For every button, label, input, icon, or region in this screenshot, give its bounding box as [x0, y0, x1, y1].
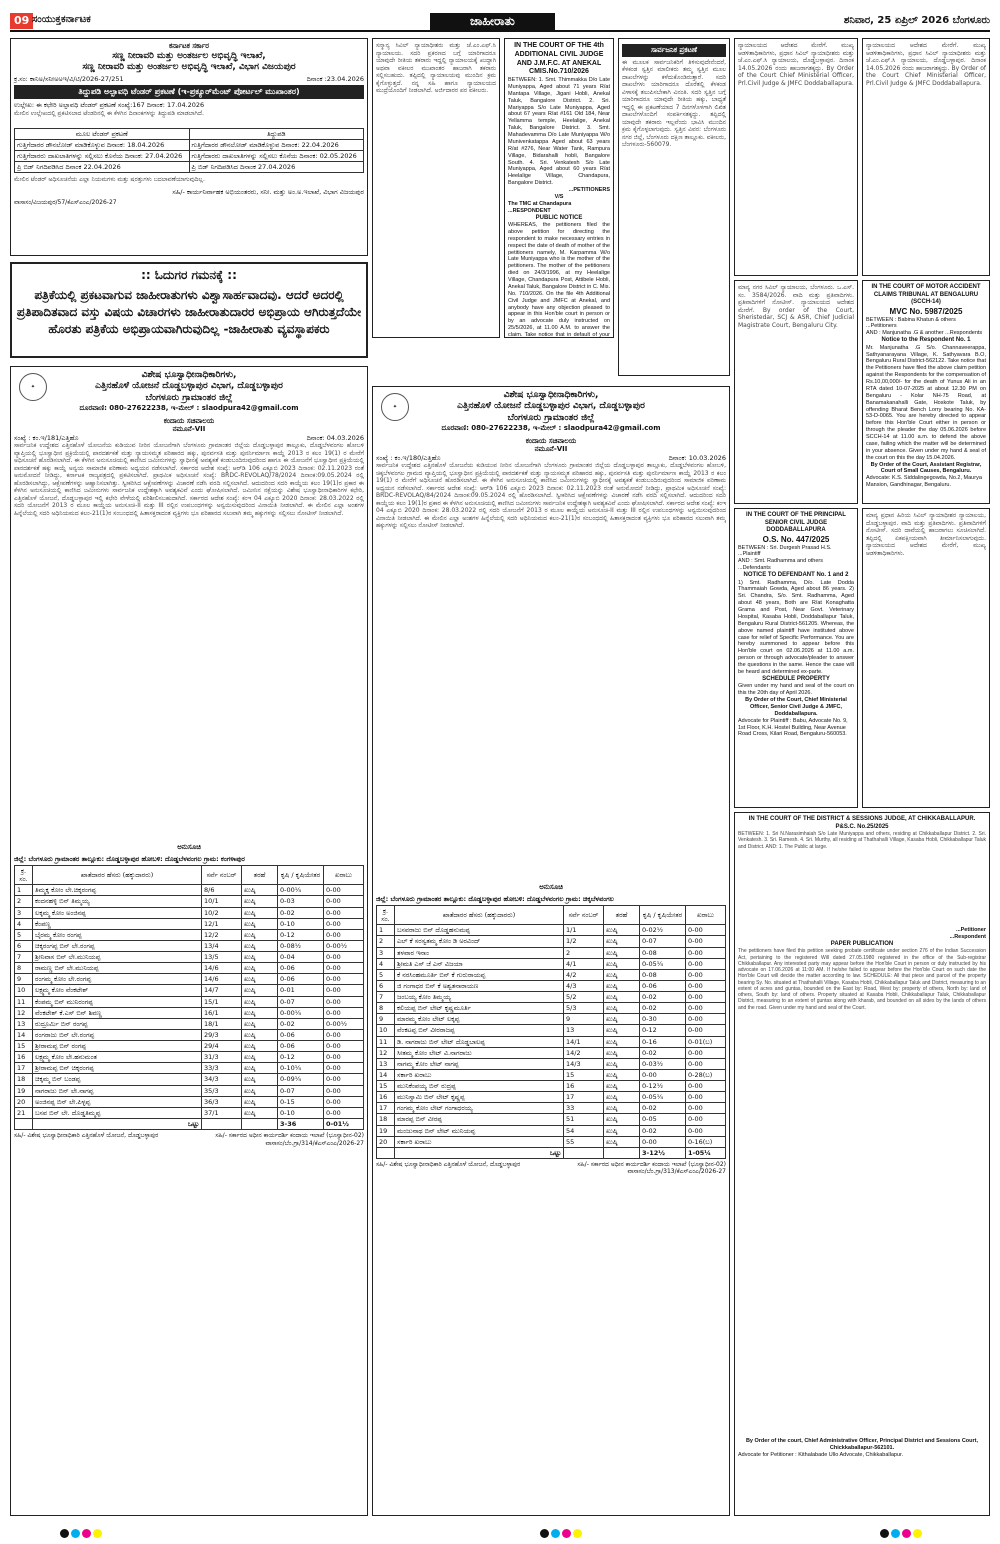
tender-col-original: ಮೂಲ ಟೆಂಡರ್ ಪ್ರಕಟಣೆ [15, 128, 190, 139]
anekal-case: CMIS.No.710/2026 [529, 68, 589, 76]
registration-marks-right [880, 1529, 922, 1538]
table-row: 8 ರಾಮಣ್ಣ ಬಿನ್ ಲೇ.ಮುನಿಯಪ್ಪ 14/6 ಖುಷ್ಕಿ 0-06 0-00 [15, 963, 364, 974]
table-row: 19 ಮಂಜುನಾಥ ಬಿನ್ ಲೇಟ್ ಮುನಿಯಪ್ಪ 54 ಖುಷ್ಕಿ 0-02 0-00 [377, 1125, 726, 1136]
land2-office: ಕಂದಾಯ ಸಚಿವಾಲಯ [525, 436, 577, 445]
registration-marks-left [60, 1529, 102, 1538]
table-row: 21 ಬಸವ ಬಿನ್ ಲೇ. ದೊಡ್ಡತಿಮ್ಮಪ್ಪ 37/1 ಖುಷ್ಕಿ 0-10 0-00 [15, 1107, 364, 1118]
land1-title1: ವಿಶೇಷ ಭೂಸ್ವಾಧೀನಾಧಿಕಾರಿಗಳು, [141, 370, 237, 380]
table-row: 1 ತಿಮ್ಮಕ್ಕ ಕೋಂ ಲೇ.ಚಿಕ್ಕರಂಗಪ್ಪ 8/6 ಖುಷ್ಕಿ 0-00¼ 0-00 [15, 885, 364, 896]
land2-sig-left: ಸಹಿ/- ವಿಶೇಷ ಭೂಸ್ವಾಧೀನಾಧಿಕಾರಿ ಎತ್ತಿನಹೊಳೆ ಯೋಜನೆ, ದೊಡ್ಡಬಳ್ಳಾಪುರ [376, 1160, 521, 1168]
land1-num: ಸಂಖ್ಯೆ : ಕಂ.ಇ/181/ಎತ್ತಿಹೊ [14, 434, 79, 442]
land2-sig-right: ಸಹಿ/- ಸರ್ಕಾರದ ಅಧೀನ ಕಾರ್ಯದರ್ಶಿ ಕಂದಾಯ ಇಲಾಖೆ (ಭೂಸ್ವಾಧೀನ-02) [577, 1160, 726, 1168]
mact-court-notice: IN THE COURT OF MOTOR ACCIDENT CLAIMS TRIBUNAL AT BENGALURU (SCCH-14) MVC No. 5987/2025 BETWEEN : Babina Khatun & others ...Petitioners AND : Manjunatha .G & another ...Respondents Notice to the Respondent No. 1 Mr. Manjunatha .G S/o. Channaveerappa, Sathyanarayana Village, K. Sathyavara B.O, Bengaluru Rural District-562122. Take notice that the Petitioners have filed the above claim petition against the Respondents for the compensation of Rs.10,00,000/- for the death of Yunus Ali in an RTA dated 10-07-2025 at about 12.30 PM on Bengaluru - Kolar NH-75 Road, at Banamakanahalli Gate, Hoskote Taluk, by offending Bharat Bench Lorry bearing No. KA-53-D-0065. You are hereby directed to appear before this Hon'ble Court either in person or through the pleader the day 05.06.2026 before SCCH-14 at 11.00 a.m. to defend the above case, failing which the matter will be determined in your absence. Given under my hand & seal of the court on this the day 15.04.2026. By Order of the Court, Assistant Registrar, Court of Small Causes, Bengaluru. Advocate: K.S. Siddalingegowda, No.2, Maurya Mansion, Gandhinagar, Bengaluru. [862, 280, 990, 504]
table-row: 14 ರಂಗರಾಜು ಬಿನ್ ಲೇ.ರಂಗಪ್ಪ 29/3 ಖುಷ್ಕಿ 0-06 0-00 [15, 1029, 364, 1040]
land1-num-date: ದಿನಾಂಕ: 04.03.2026 [306, 434, 364, 442]
table-row: 8 ಕಲಿಯಪ್ಪ ಬಿನ್ ಲೇಟ್ ಕೃಷ್ಣಮೂರ್ತಿ 5/3 ಖುಷ್ಕಿ 0-02 0-00 [377, 1003, 726, 1014]
land2-title3: ಬೆಂಗಳೂರು ಗ್ರಾಮಾಂತರ ಜಿಲ್ಲೆ [507, 412, 595, 423]
table-row: 13 ರುದ್ರೂರ್ಮಿ ಬಿನ್ ರಂಗಪ್ಪ 18/1 ಖುಷ್ಕಿ 0-02 0-00½ [15, 1018, 364, 1029]
tender-bar: ತಿದ್ದುಪಡಿ ಅಲ್ಪಾವಧಿ ಟೆಂಡರ್ ಪ್ರಕಟಣೆ (ಇ-ಪ್ರಕ್ಯೂರ್‌ಮೆಂಟ್ ಪೋರ್ಟಲ್ ಮುಖಾಂತರ) [14, 85, 364, 99]
table-row: 14 ಸರ್ಕಾರಿ ಖರಾಬು 15 ಖುಷ್ಕಿ 0-00 0-28(ಬ) [377, 1069, 726, 1080]
page-header [10, 10, 990, 32]
table-row: 4 ಕೆಂಪಣ್ಣ 12/1 ಖುಷ್ಕಿ 0-10 0-00 [15, 918, 364, 929]
tender-gov: ಕರ್ನಾಟಕ ಸರ್ಕಾರ [169, 42, 209, 50]
table-row: 6 ಜಿ ಗಂಗಾಧರ ಬಿನ್ ಕೆ ಅಶ್ವತನಾರಾಯಣ 4/3 ಖುಷ್ಕಿ 0-06 0-00 [377, 980, 726, 991]
land1-address: ದೂರವಾಣಿ: 080-27622238, ಇ-ಮೇಲ್ : slaodpura42@gmail.com [79, 403, 299, 412]
table-row: 3 ಲಕ್ಕಮ್ಮ ಕೋಂ ಅಂಜಿನಪ್ಪ 10/2 ಖುಷ್ಕಿ 0-02 0-00 [15, 907, 364, 918]
table-row: 10 ವೆಂಕಟಪ್ಪ ಬಿನ್ ವೀರರಾಜಪ್ಪ 13 ಖುಷ್ಕಿ 0-12 0-00 [377, 1025, 726, 1036]
land2-num-date: ದಿನಾಂಕ: 10.03.2026 [668, 454, 726, 462]
doddaballapura-court-notice: IN THE COURT OF THE PRINCIPAL SENIOR CIVIL JUDGE DODDABALLAPURA O.S. No. 447/2025 BETWEEN : Sri. Durgesh Prasad H.S. ...Plaintiff AND : Smt. Radhamma and others ...Defendants NOTICE TO DEFENDANT No. 1 and 2 1) Smt. Radhamma, D/o. Late Dodda Thammaiah Gowda, Aged about 86 years. 2) Sri. Chandra, S/o. Smt. Radhamma, Aged about 48 years, Both are R/at Konaghatta Grama and Post, Near Govt. Veterinary Hospital, Kasaba Hobli, Doddaballapur Taluk, Bengaluru Rural District-561205. Whereas, the above named plaintiff have instituted above case for relief of Specific Performance. You are hereby summoned to appear before this Hon'ble court on 02.06.2026 at 11.00 a.m. person or through advocate/pleader to answer the questions in the same. Hence the case will be heard and determined ex-parte. SCHEDULE PROPERTY Given under my hand and seal of the court on this the 20th day of April 2026. By Order of the Court, Chief Ministerial Officer, Senior Civil Judge & JMFC, Doddaballapura. Advocate for Plaintiff : Babu, Advocate No. 9, 1st Floor, K.H. Hostel Building, Near Avenue Road Cross, Kilari Road, Bengaluru-560053. [734, 508, 858, 808]
page-number: 09 [10, 13, 33, 29]
table-row: 13 ನಾಗಮ್ಮ ಕೋಂ ಲೇಟ್ ನಾಗಪ್ಪ 14/3 ಖುಷ್ಕಿ 0-03½ 0-00 [377, 1058, 726, 1069]
issue-date: ಶನಿವಾರ, 25 ಏಪ್ರಿಲ್ 2026 ಬೆಂಗಳೂರು [843, 15, 990, 26]
anekal-title: IN THE COURT OF THE 4th ADDITIONAL CIVIL JUDGE AND J.M.F.C. AT ANEKAL [514, 42, 604, 67]
table-row: 17 ಶ್ರೀರಾಮಪ್ಪ ಬಿನ್ ಚಿಕ್ಕರಂಗಪ್ಪ 33/3 ಖುಷ್ಕಿ 0-10¼ 0-00 [15, 1063, 364, 1074]
table-row: 3 ತಳವಾರ ಇನಾಂ 2 ಖುಷ್ಕಿ 0-08 0-00 [377, 947, 726, 958]
land2-address: ದೂರವಾಣಿ: 080-27622238, ಇ-ಮೇಲ್ : slaodpura42@gmail.com [441, 423, 661, 432]
table-row: 16 ಲಕ್ಷ್ಮಮ್ಮ ಕೋಂ ಲೇ.ಹನುಮಂತ 31/3 ಖುಷ್ಕಿ 0-12 0-00 [15, 1052, 364, 1063]
land1-code: ವಾಸಾಸಂ/ಬೆಂ.ಗ್ರಾ/314/ಕೆಎಸ್‌ಎಂಎ/2026-27 [265, 1139, 364, 1147]
tender-ref: ಕ್ರ.ಸಂ: ಕಾನಿಅ/ಸನೀಅಅಇ/ವಿ/ಟಿ/2026-27/251 [14, 75, 124, 84]
table-row: 6 ಚಿಕ್ಕರಂಗಪ್ಪ ಬಿನ್ ಲೇ.ರಂಗಪ್ಪ 13/4 ಖುಷ್ಕಿ 0-08½ 0-00½ [15, 940, 364, 951]
table-row: 5 ಕೆ ನರಸಿಂಹಮೂರ್ತಿ ಬಿನ್ ಕೆ ಗುರುರಾಯಪ್ಪ 4/2 ಖುಷ್ಕಿ 0-08 0-00 [377, 969, 726, 980]
land1-sig-right: ಸಹಿ/- ಸರ್ಕಾರದ ಅಧೀನ ಕಾರ್ಯದರ್ಶಿ ಕಂದಾಯ ಇಲಾಖೆ (ಭೂಸ್ವಾಧೀನ-02) [215, 1132, 364, 1139]
registration-marks-center [540, 1529, 582, 1538]
table-row: 18 ಚಿಕ್ಕಮ್ಮ ಬಿನ್ ಬಂಡಪ್ಪ 34/3 ಖುಷ್ಕಿ 0-09¼ 0-00 [15, 1074, 364, 1085]
table-row: 7 ಶ್ರೀನಿವಾಸ ಬಿನ್ ಲೇ.ಮುನಿಯಪ್ಪ 13/5 ಖುಷ್ಕಿ 0-04 0-00 [15, 952, 364, 963]
reader-notice-title: :: ಓದುಗರ ಗಮನಕ್ಕೆ :: [141, 268, 237, 282]
paper-name: ಸಂಯುಕ್ತಕರ್ನಾಟಕ [32, 14, 91, 25]
table-row: 7 ಜಂಬಯ್ಯ ಕೋಂ ತಿಮ್ಮಯ್ಯ 5/2 ಖುಷ್ಕಿ 0-02 0-00 [377, 992, 726, 1003]
table-row: ಪ್ರಿ ಬಿಡ್ ನಿಗದಿಪಡಿಸಿದ ದಿನಾಂಕ 22.04.2026 ಪ್ರಿ ಬಿಡ್ ನಿಗದಿಪಡಿಸಿದ ದಿನಾಂಕ 27.04.2026 [15, 161, 364, 172]
court-notice-kannada-1: ನ್ಯಾಯಾಲಯದ ಆದೇಶದ ಮೇರೆಗೆ. ಮುಖ್ಯ ಆಡಳಿತಾಧಿಕಾರಿಗಳು, ಪ್ರಧಾನ ಸಿವಿಲ್ ನ್ಯಾಯಾಧೀಶರು ಮತ್ತು ಜೆ.ಎಂ.ಎಫ್.ಸಿ ನ್ಯಾಯಾಲಯ, ದೊಡ್ಡಬಳ್ಳಾಪುರ. ದಿನಾಂಕ 14.05.2026 ರಂದು ಹಾಜರಾಗತಕ್ಕದ್ದು. By Order of the Court Chief Ministerial Officer, Prl.Civil Judge & JMFC Doddaballapura. [734, 38, 858, 276]
table-row: 20 ಸರ್ಕಾರಿ ಖರಾಬು 55 ಖುಷ್ಕಿ 0-00 0-16(ಬ) [377, 1136, 726, 1147]
tender-dept1: ಸಣ್ಣ ನೀರಾವರಿ ಮತ್ತು ಅಂತರ್ಜಲ ಅಭಿವೃದ್ಧಿ ಇಲಾಖೆ, [112, 50, 266, 61]
land1-form: ನಮೂನೆ-VII [172, 425, 206, 434]
land2-table-title: ಜಿಲ್ಲೆ: ಬೆಂಗಳೂರು ಗ್ರಾಮಾಂತರ ತಾಲ್ಲೂಕು: ದೊಡ್ಡಬಳ್ಳಾಪುರ ಹೋಬಳಿ: ದೊಡ್ಡಬೆಳವಂಗಲ ಗ್ರಾಮ: ಚಿಕ್ಕಬೆಳವಂಗಲ [376, 894, 614, 903]
table-row: 2 ಕಂದನಹಳ್ಳಿ ಬಿನ್ ತಿಮ್ಮಯ್ಯ 10/1 ಖುಷ್ಕಿ 0-03 0-00 [15, 896, 364, 907]
anekal-court-notice: IN THE COURT OF THE 4th ADDITIONAL CIVIL JUDGE AND J.M.F.C. AT ANEKAL CMIS.No.710/2026 BETWEEN: 1. Smt. Thimmakka D/o Late Muniyappa, Aged about 71 years R/at Mantapa Village, Jigani Hobli, Anekal Taluk, Bangalore District. 2. Sri. Mariyappa S/o Late Muniyappa, Aged about 67 years R/at #161 Old 184, Near Yellamma temple, Heelalige, Anekal Taluk, Bangalore District. 3. Smt. Mahadevamma D/o Late Muniyappa W/o Munivenkatappa Aged about 63 years R/at #276, Near Water Tank, Rampura Village, Bidarahalli hobli, Bangalore South. 4. Sri. Venkatesh S/o Late Muniyappa, Aged about 60 years R/at Heelalige Village, Chandapura, Bangalore District. ...PETITIONERS V/S The TMC at Chandapura ...RESPONDENT PUBLIC NOTICE WHEREAS, the petitioners filed the above petition for directing the respondent to make necessary entries in respect the date of death of mother of the petitioners namely, M. Karpamma W/o Late Muniyappa who is the mother of the petitioners. The mother of the petitioners died on 24/3/1996, at my Heelalige Village, Chandapura Post, Attibele Hobli, Anekal Taluk, Bangalore District in C. Mis. No. 710/2026. On the file 4th Additional Civil Judge and JMFC at Anekal, and anybody have any objection pleased to appear in this Hon'ble court in person or by an advocate duly instructed on 25/5/2026, at 11.00 A.M. to answer the claim. Take notice that in default of your [504, 38, 614, 338]
table-row: 20 ಅಂಜಿನಪ್ಪ ಬಿನ್ ಲೇ.ಪಿಳ್ಳಪ್ಪ 36/3 ಖುಷ್ಕಿ 0-15 0-00 [15, 1096, 364, 1107]
court-notice-kannada-4: ಮಾನ್ಯ ಪ್ರಧಾನ ಹಿರಿಯ ಸಿವಿಲ್ ನ್ಯಾಯಾಧೀಶರ ನ್ಯಾಯಾಲಯ, ದೊಡ್ಡಬಳ್ಳಾಪುರ. ವಾದಿ ಮತ್ತು ಪ್ರತಿವಾದಿಗಳು. ಪ್ರತಿವಾದಿಗಳಿಗೆ ನೋಟೀಸ್. ಸದರಿ ದಾವೆಯಲ್ಲಿ ಹಾಜರಾಗಲು ಸೂಚಿಸಲಾಗಿದೆ. ತಪ್ಪಿದಲ್ಲಿ ಏಕಪಕ್ಷೀಯವಾಗಿ ತೀರ್ಮಾನಿಸಲಾಗುವುದು. ನ್ಯಾಯಾಲಯದ ಆದೇಶದ ಮೇರೆಗೆ, ಮುಖ್ಯ ಆಡಳಿತಾಧಿಕಾರಿಗಳು. [862, 508, 990, 808]
land2-num: ಸಂಖ್ಯೆ : ಕಂ.ಇ/180/ಎತ್ತಿಹೊ [376, 454, 441, 462]
kannada-court-notice: ಸನ್ಮಾನ್ಯ ಸಿವಿಲ್ ನ್ಯಾಯಾಧೀಶರು ಮತ್ತು ಜೆ.ಎಂ.ಎಫ್.ಸಿ ನ್ಯಾಯಾಲಯ. ಸದರಿ ಪ್ರಕರಣದ ಬಗ್ಗೆ ಯಾರಿಗಾದರೂ ಯಾವುದೇ ರೀತಿಯ ತಕರಾರು ಇದ್ದಲ್ಲಿ ನ್ಯಾಯಾಲಯಕ್ಕೆ ಖುದ್ದಾಗಿ ಅಥವಾ ವಕೀಲರ ಮುಖಾಂತರ ಹಾಜರಾಗಿ ತಕರಾರು ಸಲ್ಲಿಸಬಹುದು. ತಪ್ಪಿದಲ್ಲಿ ನ್ಯಾಯಾಲಯವು ಮುಂದಿನ ಕ್ರಮ ಕೈಗೊಳ್ಳುತ್ತದೆ. ನನ್ನ ಸಹಿ ಹಾಗೂ ನ್ಯಾಯಾಲಯದ ಮುದ್ರೆಯೊಂದಿಗೆ ನೀಡಲಾಗಿದೆ. ಅರ್ಜಿದಾರರ ಪರ ವಕೀಲರು. [372, 38, 500, 338]
land2-title1: ವಿಶೇಷ ಭೂಸ್ವಾಧೀನಾಧಿಕಾರಿಗಳು, [503, 390, 599, 400]
tender-notice: ಕರ್ನಾಟಕ ಸರ್ಕಾರ ಸಣ್ಣ ನೀರಾವರಿ ಮತ್ತು ಅಂತರ್ಜಲ ಅಭಿವೃದ್ಧಿ ಇಲಾಖೆ, ಸಣ್ಣ ನೀರಾವರಿ ಮತ್ತು ಅಂತರ್ಜಲ ಅಭಿವೃದ್ಧಿ ಇಲಾಖೆ, ವಿಭಾಗ ವಿಜಯಪುರ ಕ್ರ.ಸಂ: ಕಾನಿಅ/ಸನೀಅಅಇ/ವಿ/ಟಿ/2026-27/251 ದಿನಾಂಕ :23.04.2026 ತಿದ್ದುಪಡಿ ಅಲ್ಪಾವಧಿ ಟೆಂಡರ್ ಪ್ರಕಟಣೆ (ಇ-ಪ್ರಕ್ಯೂರ್‌ಮೆಂಟ್ ಪೋರ್ಟಲ್ ಮುಖಾಂತರ) ಉಲ್ಲೇಖ: ಈ ಕಛೇರಿ ಅಲ್ಪಾವಧಿ ಟೆಂಡರ್ ಪ್ರಕಟಣೆ ಸಂಖ್ಯೆ:167 ದಿನಾಂಕ: 17.04.2026 ಮೇಲಿನ ಉಲ್ಲೇಖದಲ್ಲಿ ಪ್ರಕಟಿಸಲಾದ ಟೆಂಡರಿನಲ್ಲಿ ಈ ಕೆಳಗಿನ ದಿನಾಂಕಗಳನ್ನು ತಿದ್ದುಪಡಿ ಮಾಡಲಾಗಿದೆ. ಮೂಲ ಟೆಂಡರ್ ಪ್ರಕಟಣೆ ತಿದ್ದುಪಡಿ ಗುತ್ತಿಗೆದಾರರ ಡೌನಲೋಡ್ ಮಾಡಿಕೊಳ್ಳುವ ದಿನಾಂಕ: 18.04.2026 ಗುತ್ತಿಗೆದಾರರ ಡೌನಲೋಡ್ ಮಾಡಿಕೊಳ್ಳುವ ದಿನಾಂಕ: 22.04.2026 ಗುತ್ತಿಗೆದಾರರು ದಾಖಲಾತಿಗಳನ್ನು ಸಲ್ಲಿಸಲು ಕೊನೆಯ ದಿನಾಂಕ: 27.04.2026 ಗುತ್ತಿಗೆದಾರರು ದಾಖಲಾತಿಗಳನ್ನು ಸಲ್ಲಿಸಲು ಕೊನೆಯ ದಿನಾಂಕ: 02.05.2026 ಪ್ರಿ ಬಿಡ್ ನಿಗದಿಪಡಿಸಿದ ದಿನಾಂಕ 22.04.2026 ಪ್ರಿ ಬಿಡ್ ನಿಗದಿಪಡಿಸಿದ ದಿನಾಂಕ 27.04.2026 ಮೇಲಿನ ಟೆಂಡರ್ ಅಧಿಸೂಚನೆಯ ಎಲ್ಲಾ ನಿಯಮಗಳು ಮತ್ತು ಷರತ್ತುಗಳು ಬದಲಾವಣೆಯಾಗುವುದಿಲ್ಲ. ಸಹಿ/- ಕಾರ್ಯನಿರ್ವಾಹಕ ಅಭಿಯಂತರರು, ಸನೀ. ಮತ್ತು ಅಂ.ಅ.ಇಲಾಖೆ, ವಿಭಾಗ ವಿಜಯಪುರ ವಾಸಾಸಂ/ವಿಜಯಪುರ/57/ಕೆಎಸ್‌ಎಂಎ/2026-27 [10, 38, 368, 256]
section-title: ಜಾಹೀರಾತು [430, 13, 555, 30]
land2-table: ಕ್ರ. ಸಂ. ಖಾತೆದಾರರ ಹೆಸರು (ಹಕ್ಕುದಾರರು) ಸರ್ವೆ ನಂಬರ್ ತರಹೆ ಕೃಷಿ / ಕೃಷಿಯೇತರ ಖರಾಬು 1 ಬಸವರಾಜು ಬಿನ್ ದೊಡ್ಡಹನುಮಪ್ಪ 1/1 ಖುಷ್ಕಿ 0-02½ 0-00 2 ಎಲ್ ಕೆ ಸರಸ್ವತಮ್ಮ ಕೋಂ ಡಿ ಅರವಿಂದ್ 1/2 ಖುಷ್ಕಿ 0-07 0-00 3 ತಳವಾರ ಇನಾಂ 2 ಖುಷ್ಕಿ 0-08 0-00 4 ಶ್ರೀಮತಿ ಎಸ್ ಜೆ ಎನ್ ವಿಜಯಾ 4/1 ಖುಷ್ಕಿ 0-05¼ 0-00 5 ಕೆ ನರಸಿಂಹಮೂರ್ತಿ ಬಿನ್ ಕೆ ಗುರುರಾಯಪ್ಪ 4/2 ಖುಷ್ಕಿ 0-08 0-00 6 ಜಿ ಗಂಗಾಧರ ಬಿನ್ ಕೆ ಅಶ್ವತನಾರಾಯಣ 4/3 ಖುಷ್ಕಿ 0-06 0-00 7 ಜಂಬಯ್ಯ ಕೋಂ ತಿಮ್ಮಯ್ಯ 5/2 ಖುಷ್ಕಿ 0-02 0-00 8 ಕಲಿಯಪ್ಪ ಬಿನ್ ಲೇಟ್ ಕೃಷ್ಣಮೂರ್ತಿ 5/3 ಖುಷ್ಕಿ 0-02 0-00 9 ಮಾರಮ್ಮ ಕೋಂ ಲೇಟ್ ಲಕ್ಕಪ್ಪ 9 ಖುಷ್ಕಿ 0-30 0-00 10 ವೆಂಕಟಪ್ಪ ಬಿನ್ ವೀರರಾಜಪ್ಪ 13 ಖುಷ್ಕಿ 0-12 0-00 11 ಡಿ. ನಾಗರಾಜು ಬಿನ್ ಲೇಟ್ ದೊಡ್ಡಬಾಲಪ್ಪ 14/1 ಖುಷ್ಕಿ 0-16 0-01(ಬ) 12 ಸೀತಮ್ಮ ಕೋಂ ಲೇಟ್ ವಿ.ನಾಗರಾಜು 14/2 ಖುಷ್ಕಿ 0-02 0-00 13 ನಾಗಮ್ಮ ಕೋಂ ಲೇಟ್ ನಾಗಪ್ಪ 14/3 ಖುಷ್ಕಿ 0-03½ 0-00 14 ಸರ್ಕಾರಿ ಖರಾಬು 15 ಖುಷ್ಕಿ 0-00 0-28(ಬ) 15 ಮುನಿಕೆಂಪಯ್ಯ ಬಿನ್ ರುದ್ರಪ್ಪ 16 ಖುಷ್ಕಿ 0-12½ 0-00 16 ಮುನಿಸ್ವಾಮಿ ಬಿನ್ ಲೇಟ್ ಕೃಷ್ಣಪ್ಪ 17 ಖುಷ್ಕಿ 0-05¼ 0-00 17 ಗಂಗಮ್ಮ ಕೋಂ ಲೇಟ್ ಗಂಗಾಧರಯ್ಯ 33 ಖುಷ್ಕಿ 0-02 0-00 18 ಮಾರಪ್ಪ ಬಿನ್ ವೀರಪ್ಪ 51 ಖುಷ್ಕಿ 0-05 0-00 19 ಮಂಜುನಾಥ ಬಿನ್ ಲೇಟ್ ಮುನಿಯಪ್ಪ 54 ಖುಷ್ಕಿ 0-02 0-00 20 ಸರ್ಕಾರಿ ಖರಾಬು 55 ಖುಷ್ಕಿ 0-00 0-16(ಬ) ಒಟ್ಟು 3-12½ 1-05¼ [376, 905, 726, 1159]
tender-intro: ಉಲ್ಲೇಖ: ಈ ಕಛೇರಿ ಅಲ್ಪಾವಧಿ ಟೆಂಡರ್ ಪ್ರಕಟಣೆ ಸಂಖ್ಯೆ:167 ದಿನಾಂಕ: 17.04.2026 [14, 101, 205, 110]
table-row: 9 ಮಾರಮ್ಮ ಕೋಂ ಲೇಟ್ ಲಕ್ಕಪ್ಪ 9 ಖುಷ್ಕಿ 0-30 0-00 [377, 1014, 726, 1025]
table-row: 16 ಮುನಿಸ್ವಾಮಿ ಬಿನ್ ಲೇಟ್ ಕೃಷ್ಣಪ್ಪ 17 ಖುಷ್ಕಿ 0-05¼ 0-00 [377, 1092, 726, 1103]
table-row: 19 ನಾಗರಾಜು ಬಿನ್ ಲೇ.ನಾಗಪ್ಪ 35/3 ಖುಷ್ಕಿ 0-07 0-00 [15, 1085, 364, 1096]
tender-dept2: ಸಣ್ಣ ನೀರಾವರಿ ಮತ್ತು ಅಂತರ್ಜಲ ಅಭಿವೃದ್ಧಿ ಇಲಾಖೆ, ವಿಭಾಗ ವಿಜಯಪುರ [82, 62, 296, 72]
table-row: 15 ಶ್ರೀರಾಮಪ್ಪ ಬಿನ್ ರಂಗಪ್ಪ 29/4 ಖುಷ್ಕಿ 0-06 0-00 [15, 1041, 364, 1052]
public-notice: ಸಾರ್ವಜನಿಕ ಪ್ರಕಟಣೆ ಈ ಮೂಲಕ ಸಾರ್ವಜನಿಕರಿಗೆ ತಿಳಿಸುವುದೇನೆಂದರೆ, ಕೆಳಕಂಡ ಸ್ವತ್ತಿನ ಮಾಲೀಕರು ತಮ್ಮ ಸ್ವತ್ತಿನ ಮೂಲ ದಾಖಲೆಗಳನ್ನು ಕಳೆದುಕೊಂಡಿರುತ್ತಾರೆ. ಸದರಿ ದಾಖಲೆಗಳು ಯಾರಿಗಾದರೂ ದೊರೆತಲ್ಲಿ ಕೆಳಕಂಡ ವಿಳಾಸಕ್ಕೆ ತಲುಪಿಸಬೇಕಾಗಿ ವಿನಂತಿ. ಸದರಿ ಸ್ವತ್ತಿನ ಬಗ್ಗೆ ಯಾರಿಗಾದರೂ ಯಾವುದೇ ರೀತಿಯ ಹಕ್ಕು, ಬಾಧ್ಯತೆ ಇದ್ದಲ್ಲಿ ಈ ಪ್ರಕಟಣೆಯಾದ 7 ದಿನಗಳೊಳಗಾಗಿ ಲಿಖಿತ ದಾಖಲೆಗಳೊಂದಿಗೆ ಸಂಪರ್ಕಿಸತಕ್ಕದ್ದು. ತಪ್ಪಿದಲ್ಲಿ ಯಾವುದೇ ತಕರಾರು ಇಲ್ಲವೆಂದು ಭಾವಿಸಿ ಮುಂದಿನ ಕ್ರಮ ಕೈಗೊಳ್ಳಲಾಗುವುದು. ಸ್ವತ್ತಿನ ವಿವರ: ಬೆಂಗಳೂರು ನಗರ ಜಿಲ್ಲೆ, ಬೆಂಗಳೂರು ದಕ್ಷಿಣ ತಾಲ್ಲೂಕು. ವಕೀಲರು, ಬೆಂಗಳೂರು-560079. [618, 38, 730, 376]
table-row: 17 ಗಂಗಮ್ಮ ಕೋಂ ಲೇಟ್ ಗಂಗಾಧರಯ್ಯ 33 ಖುಷ್ಕಿ 0-02 0-00 [377, 1103, 726, 1114]
court-notice-kannada-2: ನ್ಯಾಯಾಲಯದ ಆದೇಶದ ಮೇರೆಗೆ. ಮುಖ್ಯ ಆಡಳಿತಾಧಿಕಾರಿಗಳು, ಪ್ರಧಾನ ಸಿವಿಲ್ ನ್ಯಾಯಾಧೀಶರು ಮತ್ತು ಜೆ.ಎಂ.ಎಫ್.ಸಿ ನ್ಯಾಯಾಲಯ, ದೊಡ್ಡಬಳ್ಳಾಪುರ. ದಿನಾಂಕ 14.05.2026 ರಂದು ಹಾಜರಾಗತಕ್ಕದ್ದು. By Order of the Court Chief Ministerial Officer, Prl.Civil Judge & JMFC Doddaballapura. [862, 38, 990, 276]
table-row: 10 ಲಕ್ಷ್ಮಮ್ಮ ಕೋಂ ವೆಂಕಟೇಶ್ 14/7 ಖುಷ್ಕಿ 0-01 0-00 [15, 985, 364, 996]
table-row: 1 ಬಸವರಾಜು ಬಿನ್ ದೊಡ್ಡಹನುಮಪ್ಪ 1/1 ಖುಷ್ಕಿ 0-02½ 0-00 [377, 925, 726, 936]
table-row: 12 ಸೀತಮ್ಮ ಕೋಂ ಲೇಟ್ ವಿ.ನಾಗರಾಜು 14/2 ಖುಷ್ಕಿ 0-02 0-00 [377, 1047, 726, 1058]
govt-emblem-icon: ✦ [381, 393, 409, 421]
table-row: 2 ಎಲ್ ಕೆ ಸರಸ್ವತಮ್ಮ ಕೋಂ ಡಿ ಅರವಿಂದ್ 1/2 ಖುಷ್ಕಿ 0-07 0-00 [377, 936, 726, 947]
land1-table: ಕ್ರ. ಸಂ. ಖಾತೆದಾರರ ಹೆಸರು (ಹಕ್ಕುದಾರರು) ಸರ್ವೆ ನಂಬರ್ ತರಹೆ ಕೃಷಿ / ಕೃಷಿಯೇತರ ಖರಾಬು 1 ತಿಮ್ಮಕ್ಕ ಕೋಂ ಲೇ.ಚಿಕ್ಕರಂಗಪ್ಪ 8/6 ಖುಷ್ಕಿ 0-00¼ 0-00 2 ಕಂದನಹಳ್ಳಿ ಬಿನ್ ತಿಮ್ಮಯ್ಯ 10/1 ಖುಷ್ಕಿ 0-03 0-00 3 ಲಕ್ಕಮ್ಮ ಕೋಂ ಅಂಜಿನಪ್ಪ 10/2 ಖುಷ್ಕಿ 0-02 0-00 4 ಕೆಂಪಣ್ಣ 12/1 ಖುಷ್ಕಿ 0-10 0-00 5 ಬೈರಮ್ಮ ಕೋಂ ರಂಗಪ್ಪ 12/2 ಖುಷ್ಕಿ 0-12 0-00 6 ಚಿಕ್ಕರಂಗಪ್ಪ ಬಿನ್ ಲೇ.ರಂಗಪ್ಪ 13/4 ಖುಷ್ಕಿ 0-08½ 0-00½ 7 ಶ್ರೀನಿವಾಸ ಬಿನ್ ಲೇ.ಮುನಿಯಪ್ಪ 13/5 ಖುಷ್ಕಿ 0-04 0-00 8 ರಾಮಣ್ಣ ಬಿನ್ ಲೇ.ಮುನಿಯಪ್ಪ 14/6 ಖುಷ್ಕಿ 0-06 0-00 9 ರಂಗಮ್ಮ ಕೋಂ ಲೇ.ರಂಗಪ್ಪ 14/6 ಖುಷ್ಕಿ 0-06 0-00 10 ಲಕ್ಷ್ಮಮ್ಮ ಕೋಂ ವೆಂಕಟೇಶ್ 14/7 ಖುಷ್ಕಿ 0-01 0-00 11 ಕೆಂಪಮ್ಮ ಬಿನ್ ಮುನಿರಂಗಪ್ಪ 15/1 ಖುಷ್ಕಿ 0-07 0-00 12 ವೆಂಕಟೇಶ್ ಕೆ.ಎಸ್ ಬಿನ್ ಶಿವಣ್ಣ 16/1 ಖುಷ್ಕಿ 0-00¼ 0-00 13 ರುದ್ರೂರ್ಮಿ ಬಿನ್ ರಂಗಪ್ಪ 18/1 ಖುಷ್ಕಿ 0-02 0-00½ 14 ರಂಗರಾಜು ಬಿನ್ ಲೇ.ರಂಗಪ್ಪ 29/3 ಖುಷ್ಕಿ 0-06 0-00 15 ಶ್ರೀರಾಮಪ್ಪ ಬಿನ್ ರಂಗಪ್ಪ 29/4 ಖುಷ್ಕಿ 0-06 0-00 16 ಲಕ್ಷ್ಮಮ್ಮ ಕೋಂ ಲೇ.ಹನುಮಂತ 31/3 ಖುಷ್ಕಿ 0-12 0-00 17 ಶ್ರೀರಾಮಪ್ಪ ಬಿನ್ ಚಿಕ್ಕರಂಗಪ್ಪ 33/3 ಖುಷ್ಕಿ 0-10¼ 0-00 18 ಚಿಕ್ಕಮ್ಮ ಬಿನ್ ಬಂಡಪ್ಪ 34/3 ಖುಷ್ಕಿ 0-09¼ 0-00 19 ನಾಗರಾಜು ಬಿನ್ ಲೇ.ನಾಗಪ್ಪ 35/3 ಖುಷ್ಕಿ 0-07 0-00 20 ಅಂಜಿನಪ್ಪ ಬಿನ್ ಲೇ.ಪಿಳ್ಳಪ್ಪ 36/3 ಖುಷ್ಕಿ 0-15 0-00 21 ಬಸವ ಬಿನ್ ಲೇ. ದೊಡ್ಡತಿಮ್ಮಪ್ಪ 37/1 ಖುಷ್ಕಿ 0-10 0-00 ಒಟ್ಟು 3-36 0-01½ [14, 865, 364, 1130]
land1-table-title: ಜಿಲ್ಲೆ: ಬೆಂಗಳೂರು ಗ್ರಾಮಾಂತರ ತಾಲ್ಲೂಕು: ದೊಡ್ಡಬಳ್ಳಾಪುರ ಹೋಬಳಿ: ದೊಡ್ಡಬೆಳವಂಗಲ ಗ್ರಾಮ: ಕಂಗಳಾಪುರ [14, 854, 245, 863]
table-row: 11 ಡಿ. ನಾಗರಾಜು ಬಿನ್ ಲೇಟ್ ದೊಡ್ಡಬಾಲಪ್ಪ 14/1 ಖುಷ್ಕಿ 0-16 0-01(ಬ) [377, 1036, 726, 1047]
land-notice-1: ✦ ವಿಶೇಷ ಭೂಸ್ವಾಧೀನಾಧಿಕಾರಿಗಳು, ಎತ್ತಿನಹೊಳೆ ಯೋಜನೆ ದೊಡ್ಡಬಳ್ಳಾಪುರ ವಿಭಾಗ, ದೊಡ್ಡಬಳ್ಳಾಪುರ ಬೆಂಗಳೂರು ಗ್ರಾಮಾಂತರ ಜಿಲ್ಲೆ ದೂರವಾಣಿ: 080-27622238, ಇ-ಮೇಲ್ : slaodpura42@gmail.com ಕಂದಾಯ ಸಚಿವಾಲಯ ನಮೂನೆ-VII ಸಂಖ್ಯೆ : ಕಂ.ಇ/181/ಎತ್ತಿಹೊ ದಿನಾಂಕ: 04.03.2026 ಸಾರ್ವಜನಿಕ ಉದ್ದೇಶದ ಎತ್ತಿನಹೊಳೆ ಯೋಜನೆಯ ಕುಡಿಯುವ ನೀರಿನ ಯೋಜನೆಗಾಗಿ ಬೆಂಗಳೂರು ಗ್ರಾಮಾಂತರ ಜಿಲ್ಲೆಯ ದೊಡ್ಡಬಳ್ಳಾಪುರ ತಾಲ್ಲೂಕು, ದೊಡ್ಡಬೆಳವಂಗಲ ಹೋಬಳಿ ವ್ಯಾಪ್ತಿಯಲ್ಲಿ ಭೂಸ್ವಾಧೀನ ಪ್ರಕ್ರಿಯೆಯಲ್ಲಿ ಪಾರದರ್ಶಕತೆ ಮತ್ತು ನ್ಯಾಯಸಮ್ಮತ ಪರಿಹಾರದ ಹಕ್ಕು, ಪುನರ್ವಸತಿ ಮತ್ತು ಪುನರ್ನಿರ್ಮಾಣ ಕಾಯ್ದೆ 2013 ರ ಕಲಂ 19(1) ರ ಮೇರೆಗೆ ಅಧಿಸೂಚನೆ ಹೊರಡಿಸಲಾಗಿದೆ. ಈ ಕೆಳಗಿನ ಅನುಸೂಚಿಯಲ್ಲಿ ಕಾಣಿಸಿದ ಜಮೀನುಗಳನ್ನು ಸ್ವಾಧೀನಕ್ಕೆ ಅವಶ್ಯಕತೆ ಕಂಡುಬಂದಿರುವುದರಿಂದ ಹಾಗೂ ಈ ಯೋಜನೆಗೆ ಭೂಸ್ವಾಧೀನ ಪ್ರಕ್ರಿಯೆಯಲ್ಲಿ ಪಾರದರ್ಶಕತೆ ಹಕ್ಕು ಕಾಯ್ದೆ ಅನ್ವಯ ಸಾಮಾಜಿಕ ಪರಿಣಾಮ ಅಧ್ಯಯನ ನಡೆಸಲಾಗಿದೆ. ಸರ್ಕಾರದ ಆದೇಶ ಸಂಖ್ಯೆ: ಆರ್‌ಡಿ 106 ಎಕ್ಯೂಬಿ 2023 ದಿನಾಂಕ: 02.11.2023 ರಂತೆ ಅನುಮೋದನೆ ನೀಡಿದ್ದು, ಕರ್ನಾಟಕ ರಾಜ್ಯಪತ್ರದಲ್ಲಿ ಪ್ರಕಟಿಸಲಾಗಿದೆ. ಪ್ರಾಥಮಿಕ ಅಧಿಸೂಚನೆ ಸಂಖ್ಯೆ: BRDC-REVOLAQ/78/2024 ದಿನಾಂಕ:09.05.2024 ರಲ್ಲಿ ಹೊರಡಿಸಲಾಗಿದ್ದು, ಆಕ್ಷೇಪಣೆಗಳನ್ನು ಆಹ್ವಾನಿಸಲಾಗಿತ್ತು. ಸ್ವೀಕರಿಸಿದ ಆಕ್ಷೇಪಣೆಗಳನ್ನು ವಿಚಾರಣೆ ನಡೆಸಿ ವರದಿ ಸಲ್ಲಿಸಲಾಗಿದೆ. ಆದುದರಿಂದ ಸದರಿ ಕಾಯ್ದೆಯ ಕಲಂ 19(1)ರ ಪ್ರಕಾರ ಈ ಕೆಳಗಿನ ಅನುಸೂಚಿಯಲ್ಲಿ ಕಾಣಿಸಿದ ಜಮೀನುಗಳು ಸಾರ್ವಜನಿಕ ಉದ್ದೇಶಕ್ಕಾಗಿ ಅವಶ್ಯಕವಿವೆ ಎಂದು ಘೋಷಿಸಲಾಗಿದೆ. ಜಮೀನಿನ ನಕ್ಷೆಯನ್ನು ವಿಶೇಷ ಭೂಸ್ವಾಧೀನಾಧಿಕಾರಿಗಳ ಕಛೇರಿ, ಎತ್ತಿನಹೊಳೆ ಯೋಜನೆ, ದೊಡ್ಡಬಳ್ಳಾಪುರ ಇಲ್ಲಿ ಕಛೇರಿ ವೇಳೆಯಲ್ಲಿ ಪರಿಶೀಲಿಸಬಹುದಾಗಿದೆ. ಸರ್ಕಾರದ ಆದೇಶ ಸಂಖ್ಯೆ: ಕಂಇ 04 ಎಕ್ಯೂಬಿ 2020 ದಿನಾಂಕ: 28.03.2022 ರಲ್ಲಿ ಸದರಿ ಯೋಜನೆಗೆ 2013 ರ ಮೂಲ ಕಾಯ್ದೆಯ ಅನುಸೂಚಿ-II ಮತ್ತು III ರಲ್ಲಿನ ಉಪಬಂಧಗಳನ್ನು ಅನ್ವಯಿಸುವುದರಿಂದ ವಿನಾಯಿತಿ ನೀಡಲಾಗಿದೆ. ಈ ಮೇಲಿನ ಎಲ್ಲಾ ಅಂಶಗಳ ಹಿನ್ನೆಲೆಯಲ್ಲಿ ಸದರಿ ಅಧಿನಿಯಮದ ಕಲಂ-21(1)ರ ಸಂಬಂಧದಲ್ಲಿ ಹಿತಾಸಕ್ತರಾದಂತ ವ್ಯಕ್ತಿಗಳು ಭೂ ಪರಿಹಾರದ ಸಲುವಾಗಿ ತಮ್ಮ ಹಕ್ಕುಗಳನ್ನು ಸಲ್ಲಿಸಲು ನೋಟೀಸ್ ನೀಡಲಾಗಿದೆ. ಅನುಸೂಚಿ ಜಿಲ್ಲೆ: ಬೆಂಗಳೂರು ಗ್ರಾಮಾಂತರ ತಾಲ್ಲೂಕು: ದೊಡ್ಡಬಳ್ಳಾಪುರ ಹೋಬಳಿ: ದೊಡ್ಡಬೆಳವಂಗಲ ಗ್ರಾಮ: ಕಂಗಳಾಪುರ ಕ್ರ. ಸಂ. ಖಾತೆದಾರರ ಹೆಸರು (ಹಕ್ಕುದಾರರು) ಸರ್ವೆ ನಂಬರ್ ತರಹೆ ಕೃಷಿ / ಕೃಷಿಯೇತರ ಖರಾಬು 1 ತಿಮ್ಮಕ್ಕ ಕೋಂ ಲೇ.ಚಿಕ್ಕರಂಗಪ್ಪ 8/6 ಖುಷ್ಕಿ 0-00¼ 0-00 2 ಕಂದನಹಳ್ಳಿ ಬಿನ್ ತಿಮ್ಮಯ್ಯ 10/1 ಖುಷ್ಕಿ 0-03 0-00 3 ಲಕ್ಕಮ್ಮ ಕೋಂ ಅಂಜಿನಪ್ಪ 10/2 ಖುಷ್ಕಿ 0-02 0-00 4 ಕೆಂಪಣ್ಣ 12/1 ಖುಷ್ಕಿ 0-10 0-00 5 ಬೈರಮ್ಮ ಕೋಂ ರಂಗಪ್ಪ 12/2 ಖುಷ್ಕಿ 0-12 0-00 6 ಚಿಕ್ಕರಂಗಪ್ಪ ಬಿನ್ ಲೇ.ರಂಗಪ್ಪ 13/4 ಖುಷ್ಕಿ 0-08½ 0-00½ 7 ಶ್ರೀನಿವಾಸ ಬಿನ್ ಲೇ.ಮುನಿಯಪ್ಪ 13/5 ಖುಷ್ಕಿ 0-04 0-00 8 ರಾಮಣ್ಣ ಬಿನ್ ಲೇ.ಮುನಿಯಪ್ಪ 14/6 ಖುಷ್ಕಿ 0-06 0-00 9 ರಂಗಮ್ಮ ಕೋಂ ಲೇ.ರಂಗಪ್ಪ 14/6 ಖುಷ್ಕಿ 0-06 0-00 10 ಲಕ್ಷ್ಮಮ್ಮ ಕೋಂ ವೆಂಕಟೇಶ್ 14/7 ಖುಷ್ಕಿ 0-01 0-00 11 ಕೆಂಪಮ್ಮ ಬಿನ್ ಮುನಿರಂಗಪ್ಪ 15/1 ಖುಷ್ಕಿ 0-07 0-00 12 ವೆಂಕಟೇಶ್ ಕೆ.ಎಸ್ ಬಿನ್ ಶಿವಣ್ಣ 16/1 ಖುಷ್ಕಿ 0-00¼ 0-00 13 ರುದ್ರೂರ್ಮಿ ಬಿನ್ ರಂಗಪ್ಪ 18/1 ಖುಷ್ಕಿ 0-02 0-00½ 14 ರಂಗರಾಜು ಬಿನ್ ಲೇ.ರಂಗಪ್ಪ 29/3 ಖುಷ್ಕಿ 0-06 0-00 15 ಶ್ರೀರಾಮಪ್ಪ ಬಿನ್ ರಂಗಪ್ಪ 29/4 ಖುಷ್ಕಿ 0-06 0-00 16 ಲಕ್ಷ್ಮಮ್ಮ ಕೋಂ ಲೇ.ಹನುಮಂತ 31/3 ಖುಷ್ಕಿ 0-12 0-00 17 ಶ್ರೀರಾಮಪ್ಪ ಬಿನ್ ಚಿಕ್ಕರಂಗಪ್ಪ 33/3 ಖುಷ್ಕಿ 0-10¼ 0-00 18 ಚಿಕ್ಕಮ್ಮ ಬಿನ್ ಬಂಡಪ್ಪ 34/3 ಖುಷ್ಕಿ 0-09¼ 0-00 19 ನಾಗರಾಜು ಬಿನ್ ಲೇ.ನಾಗಪ್ಪ 35/3 ಖುಷ್ಕಿ 0-07 0-00 20 ಅಂಜಿನಪ್ಪ ಬಿನ್ ಲೇ.ಪಿಳ್ಳಪ್ಪ 36/3 ಖುಷ್ಕಿ 0-15 0-00 21 ಬಸವ ಬಿನ್ ಲೇ. ದೊಡ್ಡತಿಮ್ಮಪ್ಪ 37/1 ಖುಷ್ಕಿ 0-10 0-00 ಒಟ್ಟು 3-36 0-01½ ಸಹಿ/- ವಿಶೇಷ ಭೂಸ್ವಾಧೀನಾಧಿಕಾರಿ ಎತ್ತಿನಹೊಳೆ ಯೋಜನೆ, ದೊಡ್ಡಬಳ್ಳಾಪುರ ಸಹಿ/- ಸರ್ಕಾರದ ಅಧೀನ ಕಾರ್ಯದರ್ಶಿ ಕಂದಾಯ ಇಲಾಖೆ (ಭೂಸ್ವಾಧೀನ-02) ವಾಸಾಸಂ/ಬೆಂ.ಗ್ರಾ/314/ಕೆಎಸ್‌ಎಂಎ/2026-27 [10, 366, 368, 1516]
public-notice-title: ಸಾರ್ವಜನಿಕ ಪ್ರಕಟಣೆ [622, 44, 726, 57]
table-row: 9 ರಂಗಮ್ಮ ಕೋಂ ಲೇ.ರಂಗಪ್ಪ 14/6 ಖುಷ್ಕಿ 0-06 0-00 [15, 974, 364, 985]
land2-code: ವಾಸಾಸಂ/ಬೆಂ.ಗ್ರಾ/313/ಕೆಎಸ್‌ಎಂಎ/2026-27 [627, 1168, 726, 1176]
tender-ref-date: ದಿನಾಂಕ :23.04.2026 [306, 75, 364, 84]
land1-office: ಕಂದಾಯ ಸಚಿವಾಲಯ [163, 416, 215, 425]
table-row: 11 ಕೆಂಪಮ್ಮ ಬಿನ್ ಮುನಿರಂಗಪ್ಪ 15/1 ಖುಷ್ಕಿ 0-07 0-00 [15, 996, 364, 1007]
tender-table [14, 128, 364, 174]
table-row: ಗುತ್ತಿಗೆದಾರರ ಡೌನಲೋಡ್ ಮಾಡಿಕೊಳ್ಳುವ ದಿನಾಂಕ: 18.04.2026 ಗುತ್ತಿಗೆದಾರರ ಡೌನಲೋಡ್ ಮಾಡಿಕೊಳ್ಳುವ ದಿನಾಂಕ: 22.04.2026 [15, 139, 364, 150]
court-notice-kannada-3: ಮಾನ್ಯ ನಗರ ಸಿವಿಲ್ ನ್ಯಾಯಾಲಯ, ಬೆಂಗಳೂರು. ಒ.ಎಸ್. ಸಂ. 3584/2026. ವಾದಿ ಮತ್ತು ಪ್ರತಿವಾದಿಗಳು. ಪ್ರತಿವಾದಿಗಳಿಗೆ ನೋಟೀಸ್. ನ್ಯಾಯಾಲಯದ ಆದೇಶದ ಮೇರೆಗೆ. By order of the Court, Sheristedar, SCJ & ASR, Chief Judicial Magistrate Court, Bengaluru City. [734, 280, 858, 504]
table-row: 5 ಬೈರಮ್ಮ ಕೋಂ ರಂಗಪ್ಪ 12/2 ಖುಷ್ಕಿ 0-12 0-00 [15, 929, 364, 940]
tender-col-amendment: ತಿದ್ದುಪಡಿ [189, 128, 364, 139]
table-row: ಗುತ್ತಿಗೆದಾರರು ದಾಖಲಾತಿಗಳನ್ನು ಸಲ್ಲಿಸಲು ಕೊನೆಯ ದಿನಾಂಕ: 27.04.2026 ಗುತ್ತಿಗೆದಾರರು ದಾಖಲಾತಿಗಳನ್ನು ಸಲ್ಲಿಸಲು ಕೊನೆಯ ದಿನಾಂಕ: 02.05.2026 [15, 150, 364, 161]
reader-notice [10, 262, 368, 358]
table-row: 12 ವೆಂಕಟೇಶ್ ಕೆ.ಎಸ್ ಬಿನ್ ಶಿವಣ್ಣ 16/1 ಖುಷ್ಕಿ 0-00¼ 0-00 [15, 1007, 364, 1018]
table-row: 15 ಮುನಿಕೆಂಪಯ್ಯ ಬಿನ್ ರುದ್ರಪ್ಪ 16 ಖುಷ್ಕಿ 0-12½ 0-00 [377, 1081, 726, 1092]
tender-code: ವಾಸಾಸಂ/ವಿಜಯಪುರ/57/ಕೆಎಸ್‌ಎಂಎ/2026-27 [14, 198, 117, 206]
land2-title2: ಎತ್ತಿನಹೊಳೆ ಯೋಜನೆ ದೊಡ್ಡಬಳ್ಳಾಪುರ ವಿಭಾಗ, ದೊಡ್ಡಬಳ್ಳಾಪುರ [457, 401, 645, 412]
reader-notice-text: ಪತ್ರಿಕೆಯಲ್ಲಿ ಪ್ರಕಟವಾಗುವ ಜಾಹೀರಾತುಗಳು ವಿಶ್ವಾಸಾರ್ಹವಾದವು. ಆದರೆ ಅದರಲ್ಲಿ ಪ್ರತಿಪಾದಿತವಾದ ವಸ್ತು ವಿಷಯ ವಿಚಾರಗಳು ಜಾಹೀರಾತುದಾರರ ಅಭಿಪ್ರಾಯ ಆಗಿರುತ್ತದೆಯೇ ಹೊರತು ಪತ್ರಿಕೆಯ ಅಭಿಪ್ರಾಯವಾಗಿರುವುದಿಲ್ಲ -ಜಾಹೀರಾತು ವ್ಯವಸ್ಥಾಪಕರು [16, 288, 362, 336]
govt-emblem-icon: ✦ [19, 373, 47, 401]
chikkaballapur-court-notice: IN THE COURT OF THE DISTRICT & SESSIONS JUDGE, AT CHIKKABALLAPUR. P&S.C. No.25/2025 BETWEEN: 1. Sri N.Narasimhaiah S/o Late Muniyappa and others, residing at Chikkaballapur District. 2. Sri. Venkatesh. 3. Sri. Ramesh. 4. Sri. Murthy, all residing at Thathahalli Village, Kasaba Hobli, Chikkaballapur Taluk and District. AND: 1. The Public at large. ...Petitioner ...Respondent PAPER PUBLICATION The petitioners have filed this petition seeking probate certificate under section 276 of the Indian Succession Act, pertaining to the registered Will dated 27.05.1980 registered in the office of the Sub-registrar Chikkaballapur. Any interested party may appear before the Hon'ble Court in person or duly instructed by his advocate on 17.06.2026 at 11:00 AM. If he/she failed to appear before the Hon'ble Court on such date the Hon'ble Court will decide the matter according to law. SCHEDULE: All that piece and parcel of the property bearing Sy. No. situated at Thathahalli Village, Kasaba Hobli, Chikkaballapur Taluk and District, measuring to an extent of acres and guntas, bounded on the East by: Road, West by: property of others, North by: land of others, South by: land of others. Property situated at Kasaba Hobli, Chikkaballapur Taluk, Chikkaballapur District, measuring to an extent of guntas along with kharab, and bounded on all sides by the lands of others and the road. Given under my hand and seal of the Court. By Order of the court, Chief Administrative Officer, Principal District and Sessions Court, Chickkaballapur-562101. Advocate for Petitioner : Kithalabade Ullo Advocate, Chikkaballapur. [734, 812, 990, 1516]
table-row: 4 ಶ್ರೀಮತಿ ಎಸ್ ಜೆ ಎನ್ ವಿಜಯಾ 4/1 ಖುಷ್ಕಿ 0-05¼ 0-00 [377, 958, 726, 969]
land1-title2: ಎತ್ತಿನಹೊಳೆ ಯೋಜನೆ ದೊಡ್ಡಬಳ್ಳಾಪುರ ವಿಭಾಗ, ದೊಡ್ಡಬಳ್ಳಾಪುರ [95, 381, 283, 392]
land-notice-2: ✦ ವಿಶೇಷ ಭೂಸ್ವಾಧೀನಾಧಿಕಾರಿಗಳು, ಎತ್ತಿನಹೊಳೆ ಯೋಜನೆ ದೊಡ್ಡಬಳ್ಳಾಪುರ ವಿಭಾಗ, ದೊಡ್ಡಬಳ್ಳಾಪುರ ಬೆಂಗಳೂರು ಗ್ರಾಮಾಂತರ ಜಿಲ್ಲೆ ದೂರವಾಣಿ: 080-27622238, ಇ-ಮೇಲ್ : slaodpura42@gmail.com ಕಂದಾಯ ಸಚಿವಾಲಯ ನಮೂನೆ-VII ಸಂಖ್ಯೆ : ಕಂ.ಇ/180/ಎತ್ತಿಹೊ ದಿನಾಂಕ: 10.03.2026 ಸಾರ್ವಜನಿಕ ಉದ್ದೇಶದ ಎತ್ತಿನಹೊಳೆ ಯೋಜನೆಯ ಕುಡಿಯುವ ನೀರಿನ ಯೋಜನೆಗಾಗಿ ಬೆಂಗಳೂರು ಗ್ರಾಮಾಂತರ ಜಿಲ್ಲೆಯ ದೊಡ್ಡಬಳ್ಳಾಪುರ ತಾಲ್ಲೂಕು, ದೊಡ್ಡಬೆಳವಂಗಲ ಹೋಬಳಿ, ಚಿಕ್ಕಬೆಳವಂಗಲ ಗ್ರಾಮದ ವ್ಯಾಪ್ತಿಯಲ್ಲಿ ಭೂಸ್ವಾಧೀನ ಪ್ರಕ್ರಿಯೆಯಲ್ಲಿ ಪಾರದರ್ಶಕತೆ ಮತ್ತು ನ್ಯಾಯಸಮ್ಮತ ಪರಿಹಾರದ ಹಕ್ಕು, ಪುನರ್ವಸತಿ ಮತ್ತು ಪುನರ್ನಿರ್ಮಾಣ ಕಾಯ್ದೆ 2013 ರ ಕಲಂ 19(1) ರ ಮೇರೆಗೆ ಅಧಿಸೂಚನೆ ಹೊರಡಿಸಲಾಗಿದೆ. ಈ ಕೆಳಗಿನ ಅನುಸೂಚಿಯಲ್ಲಿ ಕಾಣಿಸಿದ ಜಮೀನುಗಳನ್ನು ಸ್ವಾಧೀನಕ್ಕೆ ಅವಶ್ಯಕತೆ ಕಂಡುಬಂದಿರುವುದರಿಂದ ಸಾಮಾಜಿಕ ಪರಿಣಾಮ ಅಧ್ಯಯನ ನಡೆಸಲಾಗಿದೆ. ಸರ್ಕಾರದ ಆದೇಶ ಸಂಖ್ಯೆ: ಆರ್‌ಡಿ 106 ಎಕ್ಯೂಬಿ 2023 ದಿನಾಂಕ: 02.11.2023 ರಂತೆ ಅನುಮೋದನೆ ನೀಡಿದ್ದು, ಪ್ರಾಥಮಿಕ ಅಧಿಸೂಚನೆ ಸಂಖ್ಯೆ: BRDC-REVOLAQ/84/2024 ದಿನಾಂಕ:09.05.2024 ರಲ್ಲಿ ಹೊರಡಿಸಲಾಗಿದೆ. ಸ್ವೀಕರಿಸಿದ ಆಕ್ಷೇಪಣೆಗಳನ್ನು ವಿಚಾರಣೆ ನಡೆಸಿ ವರದಿ ಸಲ್ಲಿಸಲಾಗಿದೆ. ಆದುದರಿಂದ ಸದರಿ ಕಾಯ್ದೆಯ ಕಲಂ 19(1)ರ ಪ್ರಕಾರ ಈ ಕೆಳಗಿನ ಅನುಸೂಚಿಯಲ್ಲಿ ಕಾಣಿಸಿದ ಜಮೀನುಗಳು ಸಾರ್ವಜನಿಕ ಉದ್ದೇಶಕ್ಕಾಗಿ ಅವಶ್ಯಕವಿವೆ ಎಂದು ಘೋಷಿಸಲಾಗಿದೆ. ಸರ್ಕಾರದ ಆದೇಶ ಸಂಖ್ಯೆ: ಕಂಇ 04 ಎಕ್ಯೂಬಿ 2020 ದಿನಾಂಕ: 28.03.2022 ರಲ್ಲಿ ಸದರಿ ಯೋಜನೆಗೆ 2013 ರ ಮೂಲ ಕಾಯ್ದೆಯ ಅನುಸೂಚಿ-II ಮತ್ತು III ರಲ್ಲಿನ ಉಪಬಂಧಗಳನ್ನು ಅನ್ವಯಿಸುವುದರಿಂದ ವಿನಾಯಿತಿ ನೀಡಲಾಗಿದೆ. ಈ ಮೇಲಿನ ಎಲ್ಲಾ ಅಂಶಗಳ ಹಿನ್ನೆಲೆಯಲ್ಲಿ ಸದರಿ ಅಧಿನಿಯಮದ ಕಲಂ-21(1)ರ ಸಂಬಂಧದಲ್ಲಿ ಹಿತಾಸಕ್ತರಾದಂತ ವ್ಯಕ್ತಿಗಳು ಭೂ ಪರಿಹಾರದ ಸಲುವಾಗಿ ತಮ್ಮ ಹಕ್ಕುಗಳನ್ನು ಸಲ್ಲಿಸಲು ನೋಟೀಸ್ ನೀಡಲಾಗಿದೆ. ಅನುಸೂಚಿ ಜಿಲ್ಲೆ: ಬೆಂಗಳೂರು ಗ್ರಾಮಾಂತರ ತಾಲ್ಲೂಕು: ದೊಡ್ಡಬಳ್ಳಾಪುರ ಹೋಬಳಿ: ದೊಡ್ಡಬೆಳವಂಗಲ ಗ್ರಾಮ: ಚಿಕ್ಕಬೆಳವಂಗಲ ಕ್ರ. ಸಂ. ಖಾತೆದಾರರ ಹೆಸರು (ಹಕ್ಕುದಾರರು) ಸರ್ವೆ ನಂಬರ್ ತರಹೆ ಕೃಷಿ / ಕೃಷಿಯೇತರ ಖರಾಬು 1 ಬಸವರಾಜು ಬಿನ್ ದೊಡ್ಡಹನುಮಪ್ಪ 1/1 ಖುಷ್ಕಿ 0-02½ 0-00 2 ಎಲ್ ಕೆ ಸರಸ್ವತಮ್ಮ ಕೋಂ ಡಿ ಅರವಿಂದ್ 1/2 ಖುಷ್ಕಿ 0-07 0-00 3 ತಳವಾರ ಇನಾಂ 2 ಖುಷ್ಕಿ 0-08 0-00 4 ಶ್ರೀಮತಿ ಎಸ್ ಜೆ ಎನ್ ವಿಜಯಾ 4/1 ಖುಷ್ಕಿ 0-05¼ 0-00 5 ಕೆ ನರಸಿಂಹಮೂರ್ತಿ ಬಿನ್ ಕೆ ಗುರುರಾಯಪ್ಪ 4/2 ಖುಷ್ಕಿ 0-08 0-00 6 ಜಿ ಗಂಗಾಧರ ಬಿನ್ ಕೆ ಅಶ್ವತನಾರಾಯಣ 4/3 ಖುಷ್ಕಿ 0-06 0-00 7 ಜಂಬಯ್ಯ ಕೋಂ ತಿಮ್ಮಯ್ಯ 5/2 ಖುಷ್ಕಿ 0-02 0-00 8 ಕಲಿಯಪ್ಪ ಬಿನ್ ಲೇಟ್ ಕೃಷ್ಣಮೂರ್ತಿ 5/3 ಖುಷ್ಕಿ 0-02 0-00 9 ಮಾರಮ್ಮ ಕೋಂ ಲೇಟ್ ಲಕ್ಕಪ್ಪ 9 ಖುಷ್ಕಿ 0-30 0-00 10 ವೆಂಕಟಪ್ಪ ಬಿನ್ ವೀರರಾಜಪ್ಪ 13 ಖುಷ್ಕಿ 0-12 0-00 11 ಡಿ. ನಾಗರಾಜು ಬಿನ್ ಲೇಟ್ ದೊಡ್ಡಬಾಲಪ್ಪ 14/1 ಖುಷ್ಕಿ 0-16 0-01(ಬ) 12 ಸೀತಮ್ಮ ಕೋಂ ಲೇಟ್ ವಿ.ನಾಗರಾಜು 14/2 ಖುಷ್ಕಿ 0-02 0-00 13 ನಾಗಮ್ಮ ಕೋಂ ಲೇಟ್ ನಾಗಪ್ಪ 14/3 ಖುಷ್ಕಿ 0-03½ 0-00 14 ಸರ್ಕಾರಿ ಖರಾಬು 15 ಖುಷ್ಕಿ 0-00 0-28(ಬ) 15 ಮುನಿಕೆಂಪಯ್ಯ ಬಿನ್ ರುದ್ರಪ್ಪ 16 ಖುಷ್ಕಿ 0-12½ 0-00 16 ಮುನಿಸ್ವಾಮಿ ಬಿನ್ ಲೇಟ್ ಕೃಷ್ಣಪ್ಪ 17 ಖುಷ್ಕಿ 0-05¼ 0-00 17 ಗಂಗಮ್ಮ ಕೋಂ ಲೇಟ್ ಗಂಗಾಧರಯ್ಯ 33 ಖುಷ್ಕಿ 0-02 0-00 18 ಮಾರಪ್ಪ ಬಿನ್ ವೀರಪ್ಪ 51 ಖುಷ್ಕಿ 0-05 0-00 19 ಮಂಜುನಾಥ ಬಿನ್ ಲೇಟ್ ಮುನಿಯಪ್ಪ 54 ಖುಷ್ಕಿ 0-02 0-00 20 ಸರ್ಕಾರಿ ಖರಾಬು 55 ಖುಷ್ಕಿ 0-00 0-16(ಬ) ಒಟ್ಟು 3-12½ 1-05¼ ಸಹಿ/- ವಿಶೇಷ ಭೂಸ್ವಾಧೀನಾಧಿಕಾರಿ ಎತ್ತಿನಹೊಳೆ ಯೋಜನೆ, ದೊಡ್ಡಬಳ್ಳಾಪುರ ಸಹಿ/- ಸರ್ಕಾರದ ಅಧೀನ ಕಾರ್ಯದರ್ಶಿ ಕಂದಾಯ ಇಲಾಖೆ (ಭೂಸ್ವಾಧೀನ-02) ವಾಸಾಸಂ/ಬೆಂ.ಗ್ರಾ/313/ಕೆಎಸ್‌ಎಂಎ/2026-27 [372, 386, 730, 1516]
land2-form: ನಮೂನೆ-VII [534, 445, 568, 454]
tender-footer: ಸಹಿ/- ಕಾರ್ಯನಿರ್ವಾಹಕ ಅಭಿಯಂತರರು, ಸನೀ. ಮತ್ತು ಅಂ.ಅ.ಇಲಾಖೆ, ವಿಭಾಗ ವಿಜಯಪುರ [172, 187, 364, 196]
table-row: 18 ಮಾರಪ್ಪ ಬಿನ್ ವೀರಪ್ಪ 51 ಖುಷ್ಕಿ 0-05 0-00 [377, 1114, 726, 1125]
land1-sig-left: ಸಹಿ/- ವಿಶೇಷ ಭೂಸ್ವಾಧೀನಾಧಿಕಾರಿ ಎತ್ತಿನಹೊಳೆ ಯೋಜನೆ, ದೊಡ್ಡಬಳ್ಳಾಪುರ [14, 1132, 159, 1139]
land1-title3: ಬೆಂಗಳೂರು ಗ್ರಾಮಾಂತರ ಜಿಲ್ಲೆ [145, 392, 233, 403]
